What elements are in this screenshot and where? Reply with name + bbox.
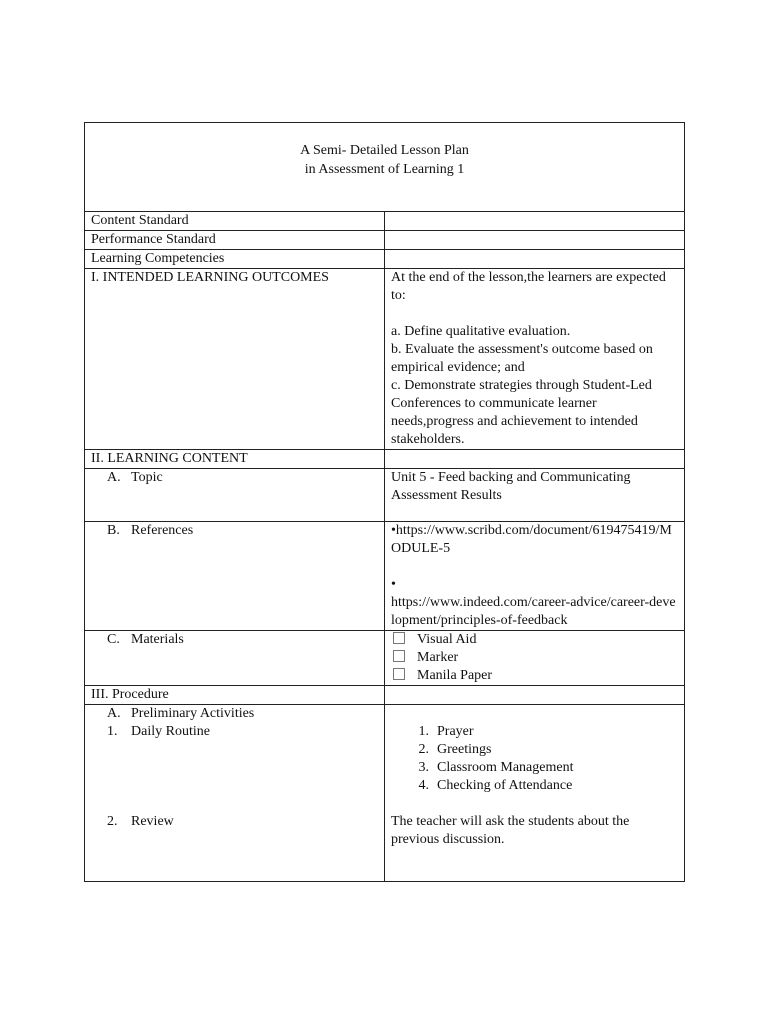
checkbox-square-icon (393, 632, 405, 644)
outcome-item: c. Demonstrate strategies through Student-Led Conferences to communicate learner needs,progress and achievement to intended stakeholders. (391, 378, 652, 447)
procedure-row (85, 686, 685, 705)
review-text: The teacher will ask the students about the previous discussion. (391, 814, 630, 847)
outcomes-label: I. INTENDED LEARNING OUTCOMES (85, 269, 385, 450)
references-value (385, 522, 685, 631)
materials-label: Materials (131, 632, 184, 647)
learning-competencies-row (85, 250, 685, 269)
reference-2: https://www.indeed.com/career-advice/career-development/principles-of-feedback (391, 595, 676, 628)
materials-letter: C. (107, 632, 120, 647)
learning-competencies-label: Learning Competencies (85, 250, 385, 269)
material-item (391, 649, 678, 667)
preliminary-letter: A. (107, 706, 121, 721)
title-row (85, 123, 685, 212)
list-item: 4. Checking of Attendance (418, 778, 573, 793)
checkbox-square-icon (393, 650, 405, 662)
preliminary-label: Preliminary Activities (131, 706, 255, 721)
preliminary-label-cell (85, 705, 385, 882)
content-standard-label: Content Standard (85, 212, 385, 231)
daily-routine-label: Daily Routine (131, 724, 210, 739)
references-label-cell (85, 522, 385, 631)
outcomes-value (385, 269, 685, 450)
topic-row (85, 469, 685, 522)
routine-list (391, 723, 678, 795)
daily-routine-number: 1. (107, 724, 118, 739)
title-line-1: A Semi- Detailed Lesson Plan (300, 143, 469, 158)
reference-1: •https://www.scribd.com/document/619475419/MODULE-5 (391, 523, 672, 556)
learning-content-label: II. LEARNING CONTENT (85, 450, 385, 469)
review-heading (107, 813, 378, 831)
topic-label: Topic (131, 470, 163, 485)
material-label: Manila Paper (417, 668, 493, 683)
list-item: 1. Prayer (418, 724, 474, 739)
outcome-item: b. Evaluate the assessment's outcome based on empirical evidence; and (391, 342, 653, 375)
references-label: References (131, 523, 194, 538)
title-line-2: in Assessment of Learning 1 (304, 162, 465, 177)
checkbox-square-icon (393, 668, 405, 680)
learning-competencies-value (385, 250, 685, 269)
procedure-value (385, 686, 685, 705)
material-label: Marker (417, 650, 459, 665)
topic-value: Unit 5 - Feed backing and Communicating Assessment Results (385, 469, 685, 522)
list-item: 2. Greetings (418, 742, 492, 757)
preliminary-value (385, 705, 685, 882)
topic-letter: A. (107, 470, 121, 485)
references-letter: B. (107, 523, 120, 538)
performance-standard-value (385, 231, 685, 250)
content-standard-row (85, 212, 685, 231)
material-label: Visual Aid (417, 632, 477, 647)
outcome-item: a. Define qualitative evaluation. (391, 324, 571, 339)
title-cell (85, 123, 685, 212)
review-number: 2. (107, 814, 118, 829)
preliminary-heading (107, 705, 378, 723)
material-item (391, 631, 678, 649)
material-item (391, 667, 678, 685)
outcomes-intro: At the end of the lesson,the learners are expected to: (391, 270, 666, 303)
procedure-label: III. Procedure (85, 686, 385, 705)
learning-content-value (385, 450, 685, 469)
learning-content-row (85, 450, 685, 469)
reference-bullet: • (391, 577, 396, 592)
review-label: Review (131, 814, 174, 829)
references-row (85, 522, 685, 631)
materials-row (85, 631, 685, 686)
list-item: 3. Classroom Management (418, 760, 574, 775)
preliminary-row (85, 705, 685, 882)
performance-standard-label: Performance Standard (85, 231, 385, 250)
lesson-plan-table (84, 122, 685, 882)
content-standard-value (385, 212, 685, 231)
outcomes-row (85, 269, 685, 450)
performance-standard-row (85, 231, 685, 250)
materials-value (385, 631, 685, 686)
daily-routine-heading (107, 723, 378, 741)
topic-label-cell (85, 469, 385, 522)
materials-label-cell (85, 631, 385, 686)
